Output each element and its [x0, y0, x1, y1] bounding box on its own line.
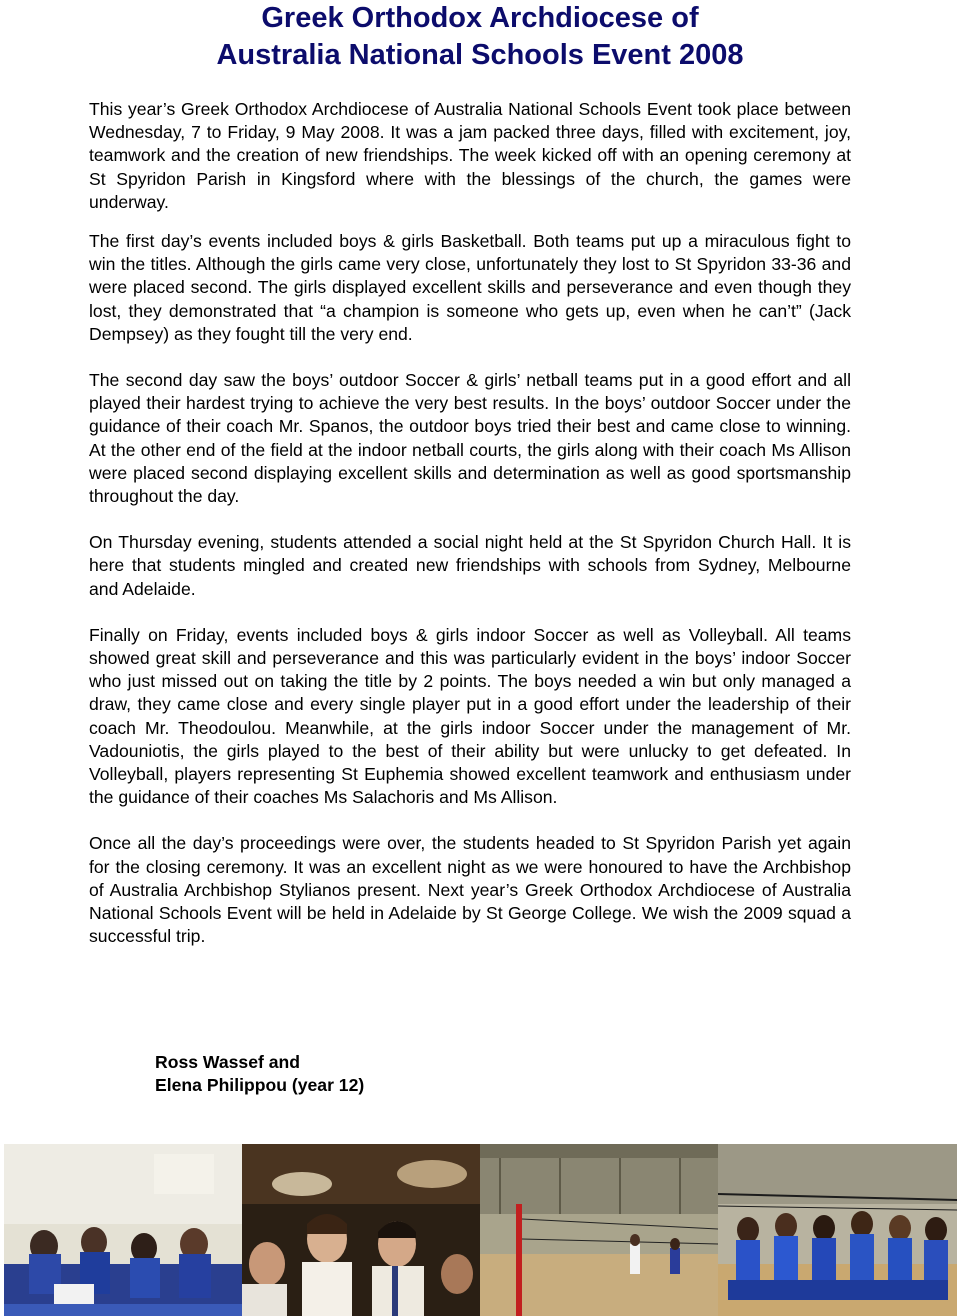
photo-social-night	[242, 1144, 480, 1316]
article-body	[89, 98, 851, 972]
photo-team-seated	[4, 1144, 242, 1316]
paragraph-friday-events: Finally on Friday, events included boys & girls indoor Soccer as well as Volleyball. All teams showed great skill and perseverance and this was particularly evident in the boys’ indoor Soccer who just missed out on taking the title by 2 points. The boys needed a win but only managed a draw, they came close and every single player put in a good effort under the leadership of their coach Mr. Theodoulou. Meanwhile, at the girls indoor Soccer under the management of Mr. Vadouniotis, the girls played to the best of their ability but were unlucky to get defeated. In Volleyball, players representing St Euphemia showed excellent teamwork and enthusiasm under the guidance of their coaches Ms Salachoris and Ms Allison.	[89, 624, 851, 808]
signature-line-1: Ross Wassef and	[155, 1052, 301, 1072]
title-line-1: Greek Orthodox Archdiocese of	[261, 2, 699, 34]
paragraph-social-night: On Thursday evening, students attended a social night held at the St Spyridon Church Hall. It is here that students mingled and created new friendships with schools from Sydney, Melbourne and Adelaide.	[89, 532, 851, 599]
photo-sports-hall	[480, 1144, 718, 1316]
photo-volleyball-team	[718, 1144, 957, 1316]
title-line-2: Australia National Schools Event 2008	[216, 39, 744, 71]
paragraph-soccer-netball: The second day saw the boys’ outdoor Soccer & girls’ netball teams put in a good effort and all played their hardest trying to achieve the very best results. In the boys’ outdoor Soccer under the guidance of their coach Mr. Spanos, the outdoor boys tried their best and came close to winning. At the other end of the field at the indoor netball courts, the girls along with their coach Ms Allison were placed second displaying excellent skills and determination as well as good sportsmanship throughout the day.	[89, 370, 851, 507]
paragraph-basketball: The first day’s events included boys & girls Basketball. Both teams put up a miraculous fight to win the titles. Although the girls came very close, unfortunately they lost to St Spyridon 33-36 and were placed second. The girls displayed excellent skills and perseverance and even though they lost, they demonstrated that “a champion is someone who gets up, even when he can’t” (Jack Dempsey) as they fought till the very end.	[89, 231, 851, 344]
paragraph-closing-ceremony: Once all the day’s proceedings were over, the students headed to St Spyridon Parish yet again for the closing ceremony. It was an excellent night as we were honoured to have the Archbishop of Australia Archbishop Stylianos present. Next year’s Greek Orthodox Archdiocese of Australia National Schools Event will be held in Adelaide by St George College. We wish the 2009 squad a successful trip.	[89, 833, 851, 947]
photo-strip	[4, 1144, 957, 1316]
document-title	[0, 0, 960, 74]
paragraph-intro: This year’s Greek Orthodox Archdiocese of Australia National Schools Event took place between Wednesday, 7 to Friday, 9 May 2008. It was a jam packed three days, filled with excitement, joy, teamwork and the creation of new friendships. The week kicked off with an opening ceremony at St Spyridon Parish in Kingsford where with the blessings of the church, the games were underway.	[89, 99, 851, 212]
signature	[155, 1051, 364, 1097]
signature-line-2: Elena Philippou (year 12)	[155, 1075, 365, 1096]
